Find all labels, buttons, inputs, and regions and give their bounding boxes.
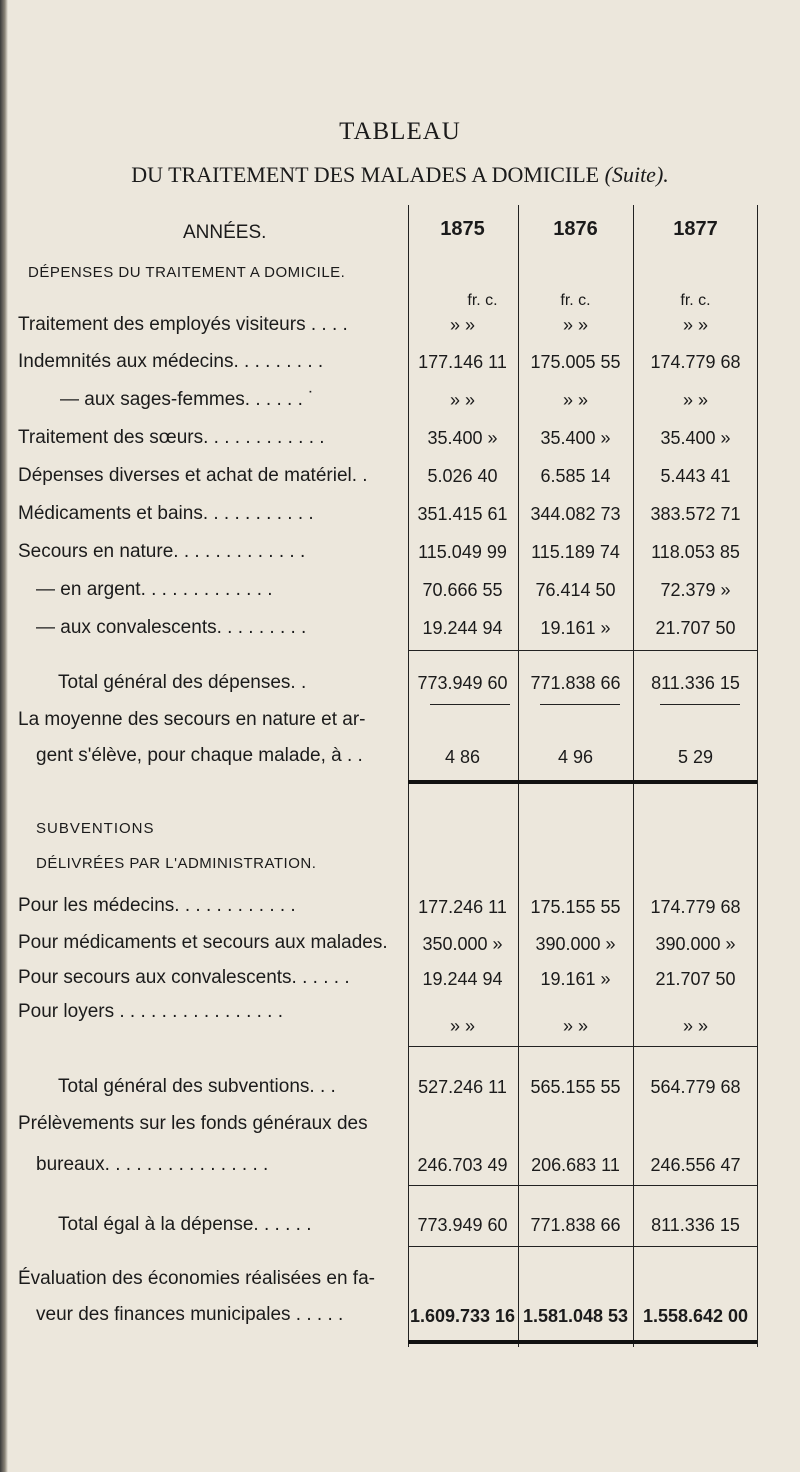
row-label: Indemnités aux médecins. . . . . . . . . [18,351,324,372]
total-subventions-value: 565.155 55 [530,1077,621,1097]
year-1875: 1875 [440,218,485,240]
value-cell: 5.026 40 [427,466,498,486]
value-cell: 390.000 » [655,934,736,954]
depenses-heading: DÉPENSES DU TRAITEMENT A DOMICILE. [28,264,346,281]
value-cell: 76.414 50 [535,580,616,600]
unit-1876: fr. c. [560,292,591,309]
value-cell: 21.707 50 [655,969,736,989]
total-subventions-label: Total général des subventions. . . [58,1076,336,1097]
value-cell: 177.246 11 [418,897,507,917]
total-depenses-value: 773.949 60 [417,673,508,693]
page-binding-edge [0,0,8,1472]
years-label: ANNÉES. [183,222,267,243]
row-label: Secours en nature. . . . . . . . . . . . . [18,541,306,562]
prelevements-value: 246.556 47 [650,1155,741,1175]
value-cell: » » [562,390,589,410]
value-cell: 19.244 94 [422,618,503,638]
value-cell: 350.000 » [422,934,503,954]
value-cell: 72.379 » [660,580,731,600]
value-cell: » » [562,315,589,335]
prelevements-label: bureaux. . . . . . . . . . . . . . . . [36,1154,269,1175]
value-cell: 351.415 61 [417,504,508,524]
value-cell: 115.049 99 [418,542,507,562]
prelevements-label: Prélèvements sur les fonds généraux des [18,1113,368,1134]
value-cell: » » [682,1016,709,1036]
total-egal-value: 811.336 15 [651,1215,740,1235]
rule [408,1246,757,1247]
year-1877: 1877 [673,218,718,240]
total-egal-label: Total égal à la dépense. . . . . . [58,1214,312,1235]
moyenne-label: gent s'élève, pour chaque malade, à . . [36,745,363,766]
value-cell: 35.400 » [427,428,498,448]
total-depenses-label: Total général des dépenses. . [58,672,307,693]
rule [408,1046,757,1047]
moyenne-value: 4 96 [557,747,594,767]
value-cell: 174.779 68 [650,897,741,917]
row-label: — aux sages-femmes. . . . . . ˙ [60,389,315,410]
total-depenses-value: 771.838 66 [530,673,621,693]
value-cell: 118.053 85 [651,542,740,562]
value-cell: 383.572 71 [650,504,741,524]
value-cell: 6.585 14 [540,466,611,486]
page-title: TABLEAU [339,118,461,145]
value-cell: » » [562,1016,589,1036]
value-cell: » » [682,315,709,335]
row-label: Pour loyers . . . . . . . . . . . . . . . . [18,1001,284,1022]
value-cell: » » [449,1016,476,1036]
total-subventions-value: 564.779 68 [650,1077,741,1097]
total-egal-value: 771.838 66 [530,1215,621,1235]
moyenne-label: La moyenne des secours en nature et ar- [18,709,366,730]
evaluation-label: Évaluation des économies réalisées en fa- [18,1268,375,1289]
value-cell: 175.005 55 [530,352,621,372]
value-cell: 390.000 » [535,934,616,954]
value-cell: 344.082 73 [530,504,621,524]
rule [660,704,740,705]
moyenne-value: 5 29 [677,747,714,767]
row-label: Traitement des sœurs. . . . . . . . . . . . [18,427,325,448]
row-label: Traitement des employés visiteurs . . . . [18,314,348,335]
subventions-heading: SUBVENTIONS [36,820,155,837]
year-1876: 1876 [553,218,598,240]
page-subtitle [0,162,800,188]
moyenne-value: 4 86 [444,747,481,767]
value-cell: » » [449,315,476,335]
subventions-subheading: DÉLIVRÉES PAR L'ADMINISTRATION. [36,855,317,872]
unit-1877: fr. c. [680,292,711,309]
value-cell: 35.400 » [540,428,611,448]
rule [408,650,757,651]
total-depenses-value: 811.336 15 [651,673,740,693]
evaluation-value: 1.609.733 16 [409,1306,516,1326]
thick-rule [408,1340,757,1344]
row-label: Pour les médecins. . . . . . . . . . . . [18,895,296,916]
total-subventions-value: 527.246 11 [418,1077,507,1097]
value-cell: 21.707 50 [655,618,736,638]
evaluation-value: 1.558.642 00 [642,1306,749,1326]
rule [430,704,510,705]
evaluation-value: 1.581.048 53 [522,1306,629,1326]
value-cell: » » [449,390,476,410]
rule [408,1185,757,1186]
total-egal-value: 773.949 60 [417,1215,508,1235]
thick-rule [408,780,757,784]
value-cell: 115.189 74 [531,542,620,562]
value-cell: 177.146 11 [418,352,507,372]
value-cell: 19.161 » [540,969,611,989]
value-cell: 5.443 41 [660,466,731,486]
row-label: Médicaments et bains. . . . . . . . . . . [18,503,314,524]
prelevements-value: 246.703 49 [417,1155,508,1175]
row-label: Dépenses diverses et achat de matériel. . [18,465,368,486]
row-label: — aux convalescents. . . . . . . . . [36,617,307,638]
unit-1875: fr. c. [467,292,498,309]
value-cell: 174.779 68 [650,352,741,372]
subtitle-main: DU TRAITEMENT DES MALADES A DOMICILE [131,162,600,187]
prelevements-value: 206.683 11 [531,1155,620,1175]
row-label: Pour médicaments et secours aux malades. [18,932,388,953]
subtitle-suite: (Suite). [604,162,669,187]
value-cell: 70.666 55 [422,580,503,600]
row-label: — en argent. . . . . . . . . . . . . [36,579,273,600]
value-cell: » » [682,390,709,410]
value-cell: 19.244 94 [422,969,503,989]
value-cell: 19.161 » [540,618,611,638]
row-label: Pour secours aux convalescents. . . . . . [18,967,350,988]
evaluation-label: veur des finances municipales . . . . . [36,1304,344,1325]
rule [540,704,620,705]
value-cell: 175.155 55 [530,897,621,917]
value-cell: 35.400 » [660,428,731,448]
